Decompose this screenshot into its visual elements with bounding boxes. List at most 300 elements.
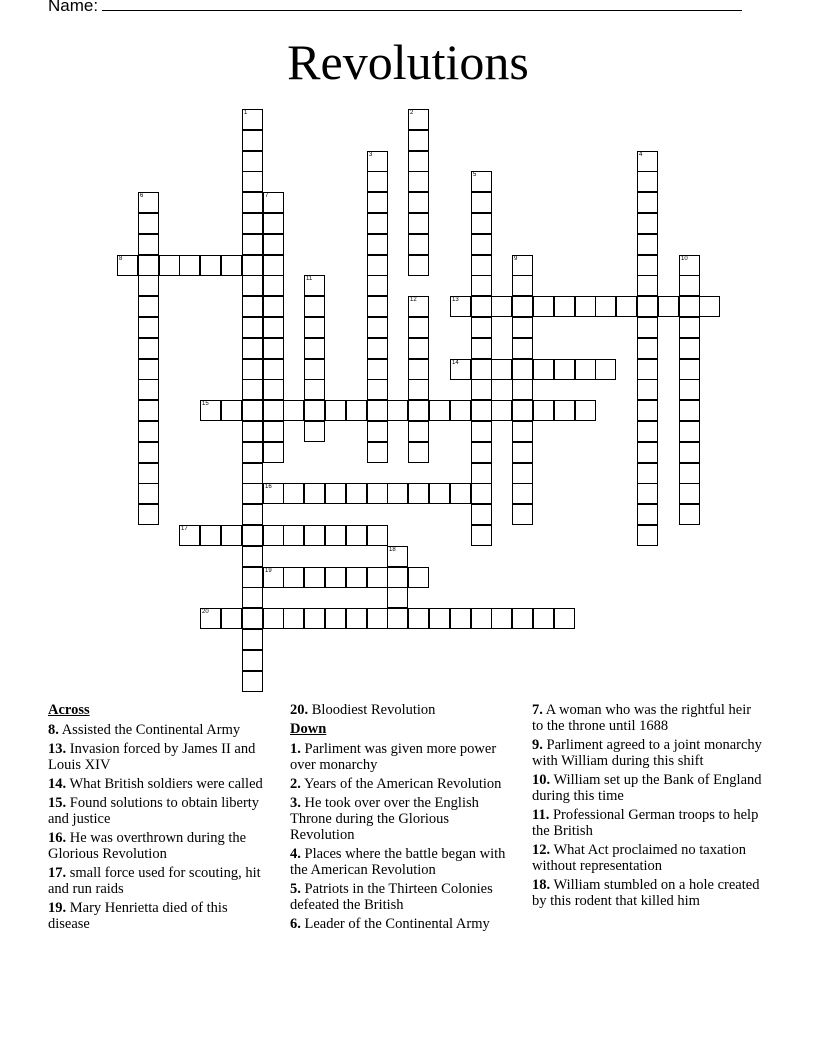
clue-number: 11: [306, 276, 313, 282]
grid-cell[interactable]: [512, 255, 533, 276]
clue-number: 20: [202, 609, 209, 615]
grid-cell[interactable]: [471, 234, 492, 255]
grid-cell[interactable]: [429, 483, 450, 504]
clue-number: 4: [639, 152, 643, 158]
grid-cell[interactable]: [408, 192, 429, 213]
grid-cell[interactable]: [263, 525, 284, 546]
grid-cell[interactable]: [325, 400, 346, 421]
grid-cell[interactable]: [408, 234, 429, 255]
grid-cell[interactable]: [367, 317, 388, 338]
grid-cell[interactable]: [637, 504, 658, 525]
grid-cell[interactable]: [699, 296, 720, 317]
grid-cell[interactable]: [408, 359, 429, 380]
grid-cell[interactable]: [491, 296, 512, 317]
clue-number: 2: [410, 110, 414, 116]
grid-cell[interactable]: [679, 338, 700, 359]
grid-cell[interactable]: [429, 400, 450, 421]
grid-cell[interactable]: [138, 442, 159, 463]
clue-item-number: 5.: [290, 881, 301, 897]
grid-cell[interactable]: [408, 338, 429, 359]
grid-cell[interactable]: [679, 442, 700, 463]
grid-cell[interactable]: [283, 525, 304, 546]
grid-cell[interactable]: [554, 359, 575, 380]
grid-cell[interactable]: [471, 463, 492, 484]
grid-cell[interactable]: [242, 109, 263, 130]
grid-cell[interactable]: [637, 359, 658, 380]
grid-cell[interactable]: [242, 130, 263, 151]
grid-cell[interactable]: [346, 525, 367, 546]
clue-item-number: 8.: [48, 722, 59, 738]
clue-number: 1: [244, 110, 248, 116]
clue-item: [48, 830, 273, 862]
clue-item-number: 11.: [532, 807, 550, 823]
grid-cell[interactable]: [242, 608, 263, 629]
grid-cell[interactable]: [283, 483, 304, 504]
grid-cell[interactable]: [367, 255, 388, 276]
clue-item: [290, 702, 515, 718]
grid-cell[interactable]: [471, 171, 492, 192]
grid-cell[interactable]: [367, 608, 388, 629]
grid-cell[interactable]: [471, 442, 492, 463]
grid-cell[interactable]: [138, 296, 159, 317]
clue-item: [532, 877, 764, 909]
grid-cell[interactable]: [512, 504, 533, 525]
grid-cell[interactable]: [471, 338, 492, 359]
grid-cell[interactable]: [471, 608, 492, 629]
grid-cell[interactable]: [679, 504, 700, 525]
grid-cell[interactable]: [242, 504, 263, 525]
grid-cell[interactable]: [408, 213, 429, 234]
grid-cell[interactable]: [408, 109, 429, 130]
grid-cell[interactable]: [138, 400, 159, 421]
grid-cell[interactable]: [367, 171, 388, 192]
grid-cell[interactable]: [533, 296, 554, 317]
grid-cell[interactable]: [533, 359, 554, 380]
grid-cell[interactable]: [367, 296, 388, 317]
grid-cell[interactable]: [325, 483, 346, 504]
grid-cell[interactable]: [429, 608, 450, 629]
grid-cell[interactable]: [304, 400, 325, 421]
grid-cell[interactable]: [367, 442, 388, 463]
grid-cell[interactable]: [408, 483, 429, 504]
grid-cell[interactable]: [263, 296, 284, 317]
grid-cell[interactable]: [367, 234, 388, 255]
grid-cell[interactable]: [138, 359, 159, 380]
grid-cell[interactable]: [471, 213, 492, 234]
clue-item-text: William stumbled on a hole created by this rodent that killed him: [532, 877, 760, 909]
grid-cell[interactable]: [512, 608, 533, 629]
grid-cell[interactable]: [263, 608, 284, 629]
grid-cell[interactable]: [242, 192, 263, 213]
clue-item-text: William set up the Bank of England during this time: [532, 772, 762, 804]
grid-cell[interactable]: [491, 400, 512, 421]
clue-item-number: 1.: [290, 741, 301, 757]
clue-item-number: 13.: [48, 741, 67, 757]
clue-item-text: Years of the American Revolution: [300, 776, 502, 792]
grid-cell[interactable]: [554, 608, 575, 629]
grid-cell[interactable]: [242, 567, 263, 588]
grid-cell[interactable]: [367, 400, 388, 421]
grid-cell[interactable]: [408, 317, 429, 338]
grid-cell[interactable]: [575, 296, 596, 317]
grid-cell[interactable]: [283, 608, 304, 629]
grid-cell[interactable]: [367, 567, 388, 588]
grid-cell[interactable]: [387, 567, 408, 588]
clue-item-number: 6.: [290, 916, 301, 932]
grid-cell[interactable]: [367, 213, 388, 234]
clue-item: [532, 702, 764, 734]
grid-cell[interactable]: [387, 400, 408, 421]
clue-item-number: 7.: [532, 702, 543, 718]
grid-cell[interactable]: [408, 442, 429, 463]
grid-cell[interactable]: [679, 296, 700, 317]
grid-cell[interactable]: [533, 608, 554, 629]
grid-cell[interactable]: [637, 442, 658, 463]
clue-item-number: 9.: [532, 737, 543, 753]
grid-cell[interactable]: [450, 296, 471, 317]
name-label: Name:: [48, 0, 99, 15]
grid-cell[interactable]: [679, 379, 700, 400]
grid-cell[interactable]: [637, 255, 658, 276]
grid-cell[interactable]: [637, 338, 658, 359]
grid-cell[interactable]: [263, 275, 284, 296]
grid-cell[interactable]: [471, 317, 492, 338]
grid-cell[interactable]: [263, 317, 284, 338]
clue-number: 14: [452, 360, 459, 366]
grid-cell[interactable]: [471, 275, 492, 296]
grid-cell[interactable]: [512, 379, 533, 400]
grid-cell[interactable]: [263, 400, 284, 421]
clue-item-number: 18.: [532, 877, 551, 893]
clue-number: 13: [452, 297, 459, 303]
grid-cell[interactable]: [325, 608, 346, 629]
grid-cell[interactable]: [637, 171, 658, 192]
grid-cell[interactable]: [242, 255, 263, 276]
grid-cell[interactable]: [450, 483, 471, 504]
grid-cell[interactable]: [408, 379, 429, 400]
grid-cell[interactable]: [512, 296, 533, 317]
grid-cell[interactable]: [512, 275, 533, 296]
grid-cell[interactable]: [471, 192, 492, 213]
grid-cell[interactable]: [242, 546, 263, 567]
grid-cell[interactable]: [263, 338, 284, 359]
grid-cell[interactable]: [387, 608, 408, 629]
clue-item-text: Invasion forced by James II and Louis XIV: [48, 741, 256, 773]
clue-item-text: Bloodiest Revolution: [308, 702, 436, 718]
grid-cell[interactable]: [242, 296, 263, 317]
grid-cell[interactable]: [304, 338, 325, 359]
grid-cell[interactable]: [200, 400, 221, 421]
clue-item-text: Assisted the Continental Army: [58, 722, 241, 738]
grid-cell[interactable]: [138, 379, 159, 400]
grid-cell[interactable]: [450, 608, 471, 629]
grid-cell[interactable]: [408, 421, 429, 442]
grid-cell[interactable]: [263, 483, 284, 504]
grid-cell[interactable]: [471, 255, 492, 276]
grid-cell[interactable]: [200, 525, 221, 546]
clue-item-number: 14.: [48, 776, 67, 792]
grid-cell[interactable]: [367, 483, 388, 504]
grid-cell[interactable]: [263, 192, 284, 213]
grid-cell[interactable]: [533, 400, 554, 421]
grid-cell[interactable]: [179, 525, 200, 546]
grid-cell[interactable]: [637, 421, 658, 442]
clue-item-text: He took over over the English Throne during the Glorious Revolution: [290, 795, 479, 843]
grid-cell[interactable]: [408, 151, 429, 172]
clue-item-number: 19.: [48, 900, 67, 916]
clue-item-text: Leader of the Continental Army: [300, 916, 490, 932]
grid-cell[interactable]: [554, 400, 575, 421]
grid-cell[interactable]: [408, 608, 429, 629]
grid-cell[interactable]: [242, 525, 263, 546]
grid-cell[interactable]: [138, 338, 159, 359]
clues-column-1: [48, 702, 273, 935]
grid-cell[interactable]: [595, 296, 616, 317]
grid-cell[interactable]: [304, 483, 325, 504]
grid-cell[interactable]: [304, 608, 325, 629]
grid-cell[interactable]: [138, 255, 159, 276]
grid-cell[interactable]: [283, 567, 304, 588]
clue-item-number: 4.: [290, 846, 301, 862]
grid-cell[interactable]: [242, 671, 263, 692]
grid-cell[interactable]: [367, 338, 388, 359]
clue-number: 12: [410, 297, 417, 303]
grid-cell[interactable]: [304, 525, 325, 546]
grid-cell[interactable]: [637, 525, 658, 546]
grid-cell[interactable]: [575, 400, 596, 421]
grid-cell[interactable]: [637, 400, 658, 421]
clue-item-text: Places where the battle began with the American Revolution: [290, 846, 506, 878]
clue-item-text: Parliment was given more power over monarchy: [290, 741, 497, 773]
grid-cell[interactable]: [679, 483, 700, 504]
grid-cell[interactable]: [159, 255, 180, 276]
grid-cell[interactable]: [616, 296, 637, 317]
grid-cell[interactable]: [491, 608, 512, 629]
grid-cell[interactable]: [138, 483, 159, 504]
page-title: Revolutions: [287, 34, 529, 90]
grid-cell[interactable]: [408, 130, 429, 151]
grid-cell[interactable]: [408, 171, 429, 192]
grid-cell[interactable]: [346, 608, 367, 629]
grid-cell[interactable]: [367, 151, 388, 172]
grid-cell[interactable]: [637, 213, 658, 234]
grid-cell[interactable]: [242, 151, 263, 172]
grid-cell[interactable]: [595, 359, 616, 380]
grid-cell[interactable]: [346, 567, 367, 588]
grid-cell[interactable]: [138, 275, 159, 296]
grid-cell[interactable]: [242, 317, 263, 338]
grid-cell[interactable]: [471, 379, 492, 400]
grid-cell[interactable]: [263, 567, 284, 588]
grid-cell[interactable]: [471, 504, 492, 525]
grid-cell[interactable]: [471, 400, 492, 421]
grid-cell[interactable]: [242, 483, 263, 504]
grid-cell[interactable]: [242, 171, 263, 192]
grid-cell[interactable]: [304, 296, 325, 317]
grid-cell[interactable]: [242, 587, 263, 608]
grid-cell[interactable]: [387, 483, 408, 504]
grid-cell[interactable]: [471, 483, 492, 504]
grid-cell[interactable]: [679, 421, 700, 442]
grid-cell[interactable]: [242, 359, 263, 380]
clue-number: 15: [202, 401, 209, 407]
grid-cell[interactable]: [242, 629, 263, 650]
clue-item-text: Found solutions to obtain liberty and justice: [48, 795, 260, 827]
clue-item-text: What British soldiers were called: [66, 776, 263, 792]
clue-item: [290, 741, 515, 773]
grid-cell[interactable]: [637, 296, 658, 317]
clue-number: 10: [681, 256, 688, 262]
grid-cell[interactable]: [242, 379, 263, 400]
grid-cell[interactable]: [679, 317, 700, 338]
grid-cell[interactable]: [512, 463, 533, 484]
grid-cell[interactable]: [304, 275, 325, 296]
grid-cell[interactable]: [221, 400, 242, 421]
grid-cell[interactable]: [263, 421, 284, 442]
grid-cell[interactable]: [679, 255, 700, 276]
grid-cell[interactable]: [471, 359, 492, 380]
clue-item-number: 12.: [532, 842, 551, 858]
grid-cell[interactable]: [263, 379, 284, 400]
clue-item-number: 20.: [290, 702, 309, 718]
grid-cell[interactable]: [138, 317, 159, 338]
clue-number: 16: [265, 484, 272, 490]
grid-cell[interactable]: [450, 400, 471, 421]
grid-cell[interactable]: [200, 255, 221, 276]
grid-cell[interactable]: [221, 255, 242, 276]
grid-cell[interactable]: [138, 504, 159, 525]
clue-item: [48, 795, 273, 827]
grid-cell[interactable]: [325, 525, 346, 546]
grid-cell[interactable]: [637, 275, 658, 296]
grid-cell[interactable]: [367, 525, 388, 546]
grid-cell[interactable]: [242, 400, 263, 421]
grid-cell[interactable]: [471, 296, 492, 317]
grid-cell[interactable]: [679, 400, 700, 421]
grid-cell[interactable]: [304, 317, 325, 338]
grid-cell[interactable]: [387, 546, 408, 567]
grid-cell[interactable]: [387, 587, 408, 608]
grid-cell[interactable]: [242, 338, 263, 359]
clue-number: 8: [119, 256, 123, 262]
grid-cell[interactable]: [512, 317, 533, 338]
grid-cell[interactable]: [263, 359, 284, 380]
grid-cell[interactable]: [242, 234, 263, 255]
grid-cell[interactable]: [179, 255, 200, 276]
grid-cell[interactable]: [491, 359, 512, 380]
grid-cell[interactable]: [346, 400, 367, 421]
grid-cell[interactable]: [263, 213, 284, 234]
grid-cell[interactable]: [658, 296, 679, 317]
grid-cell[interactable]: [637, 234, 658, 255]
grid-cell[interactable]: [512, 483, 533, 504]
grid-cell[interactable]: [242, 442, 263, 463]
grid-cell[interactable]: [408, 567, 429, 588]
grid-cell[interactable]: [346, 483, 367, 504]
grid-cell[interactable]: [679, 463, 700, 484]
grid-cell[interactable]: [367, 275, 388, 296]
grid-cell[interactable]: [117, 255, 138, 276]
clue-number: 9: [514, 256, 518, 262]
grid-cell[interactable]: [575, 359, 596, 380]
clue-item-text: Professional German troops to help the British: [532, 807, 759, 839]
grid-cell[interactable]: [637, 379, 658, 400]
grid-cell[interactable]: [304, 421, 325, 442]
grid-cell[interactable]: [679, 275, 700, 296]
grid-cell[interactable]: [325, 567, 346, 588]
clue-number: 7: [265, 193, 269, 199]
grid-cell[interactable]: [408, 400, 429, 421]
grid-cell[interactable]: [367, 192, 388, 213]
grid-cell[interactable]: [679, 359, 700, 380]
grid-cell[interactable]: [221, 608, 242, 629]
grid-cell[interactable]: [408, 296, 429, 317]
grid-cell[interactable]: [512, 442, 533, 463]
grid-cell[interactable]: [637, 483, 658, 504]
grid-cell[interactable]: [637, 151, 658, 172]
grid-cell[interactable]: [408, 255, 429, 276]
grid-cell[interactable]: [637, 463, 658, 484]
clue-item: [532, 807, 764, 839]
grid-cell[interactable]: [367, 379, 388, 400]
grid-cell[interactable]: [242, 463, 263, 484]
grid-cell[interactable]: [263, 234, 284, 255]
grid-cell[interactable]: [242, 213, 263, 234]
clue-item: [532, 737, 764, 769]
grid-cell[interactable]: [304, 359, 325, 380]
clue-item: [48, 776, 273, 792]
clue-item: [290, 795, 515, 843]
grid-cell[interactable]: [242, 421, 263, 442]
clue-item: [48, 741, 273, 773]
grid-cell[interactable]: [367, 359, 388, 380]
grid-cell[interactable]: [367, 421, 388, 442]
grid-cell[interactable]: [200, 608, 221, 629]
grid-cell[interactable]: [263, 255, 284, 276]
clue-item: [48, 900, 273, 932]
grid-cell[interactable]: [242, 275, 263, 296]
grid-cell[interactable]: [471, 525, 492, 546]
grid-cell[interactable]: [471, 421, 492, 442]
clue-item-text: What Act proclaimed no taxation without representation: [532, 842, 746, 874]
grid-cell[interactable]: [512, 359, 533, 380]
clue-item-text: Parliment agreed to a joint monarchy with William during this shift: [532, 737, 762, 769]
grid-cell[interactable]: [304, 567, 325, 588]
grid-cell[interactable]: [242, 650, 263, 671]
grid-cell[interactable]: [450, 359, 471, 380]
grid-cell[interactable]: [138, 421, 159, 442]
grid-cell[interactable]: [637, 192, 658, 213]
clue-item: [290, 776, 515, 792]
grid-cell[interactable]: [554, 296, 575, 317]
clue-item-number: 3.: [290, 795, 301, 811]
grid-cell[interactable]: [283, 400, 304, 421]
clue-item-text: He was overthrown during the Glorious Revolution: [48, 830, 247, 862]
grid-cell[interactable]: [138, 192, 159, 213]
clue-item-text: Mary Henrietta died of this disease: [48, 900, 228, 932]
grid-cell[interactable]: [263, 442, 284, 463]
grid-cell[interactable]: [512, 400, 533, 421]
grid-cell[interactable]: [138, 234, 159, 255]
grid-cell[interactable]: [304, 379, 325, 400]
grid-cell[interactable]: [512, 338, 533, 359]
grid-cell[interactable]: [512, 421, 533, 442]
grid-cell[interactable]: [637, 317, 658, 338]
grid-cell[interactable]: [138, 463, 159, 484]
grid-cell[interactable]: [138, 213, 159, 234]
clue-section-heading: Down: [290, 721, 327, 737]
grid-cell[interactable]: [221, 525, 242, 546]
